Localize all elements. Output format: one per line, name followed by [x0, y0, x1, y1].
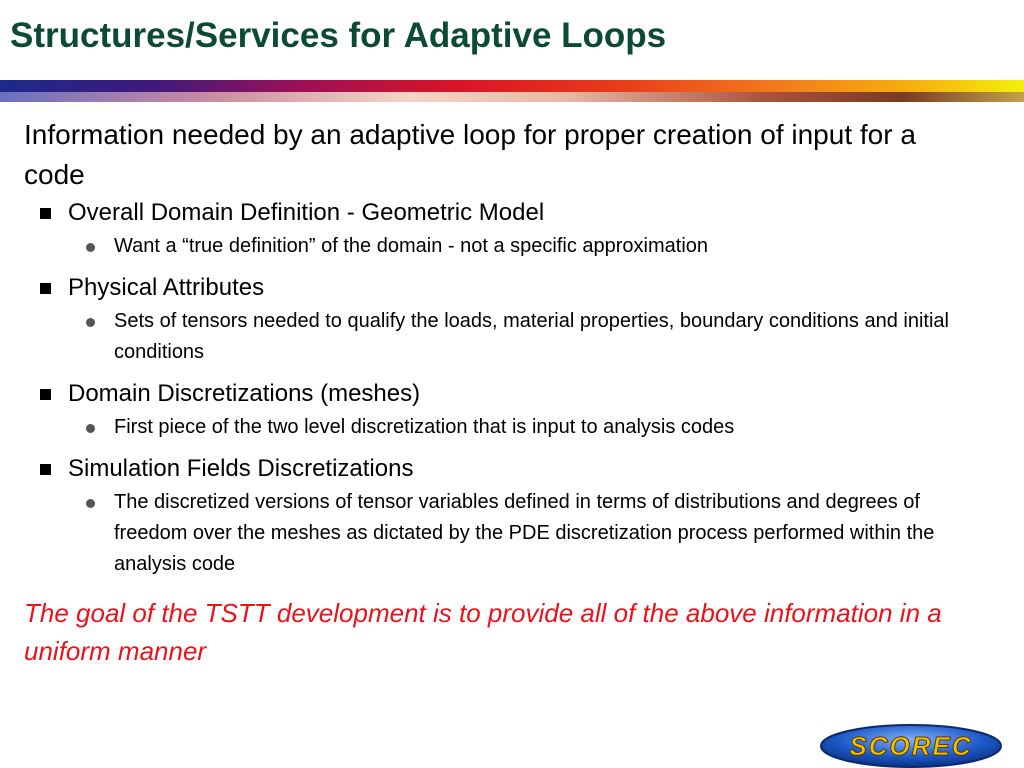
sub-bullet-item — [84, 231, 974, 262]
bullet-text: Domain Discretizations (meshes) — [68, 380, 421, 407]
sub-bullet-item — [84, 412, 974, 443]
slide-title: Structures/Services for Adaptive Loops — [10, 16, 667, 55]
square-bullet-icon — [40, 389, 51, 400]
bullet-list — [38, 198, 998, 580]
bullet-text: Overall Domain Definition - Geometric Model — [68, 199, 545, 226]
sub-bullet-text: First piece of the two level discretization that is input to analysis codes — [114, 416, 735, 438]
square-bullet-icon — [40, 208, 51, 219]
bullet-item — [38, 379, 998, 409]
sub-bullet-text: Want a “true definition” of the domain - not a specific approximation — [114, 235, 709, 257]
bullet-item — [38, 273, 998, 303]
scorec-logo — [818, 720, 1004, 768]
bullet-text: Simulation Fields Discretizations — [68, 455, 414, 482]
sub-bullet-text: Sets of tensors needed to qualify the loads, material properties, boundary conditions and initial conditions — [114, 310, 949, 363]
bullet-text: Physical Attributes — [68, 274, 265, 301]
round-bullet-icon — [86, 243, 95, 252]
square-bullet-icon — [40, 464, 51, 475]
title-gradient-bar — [0, 80, 1024, 102]
bullet-item — [38, 198, 998, 228]
round-bullet-icon — [86, 318, 95, 327]
round-bullet-icon — [86, 424, 95, 433]
sub-bullet-text: The discretized versions of tensor variables defined in terms of distributions and degrees of freedom over the meshes as dictated by the PDE discretization process performed within the analysis code — [114, 491, 935, 575]
logo-text: SCOREC — [849, 731, 973, 761]
bullet-item — [38, 454, 998, 484]
intro-text: Information needed by an adaptive loop for proper creation of input for a code — [24, 119, 916, 190]
conclusion-text: The goal of the TSTT development is to provide all of the above information in a uniform manner — [24, 598, 942, 666]
square-bullet-icon — [40, 283, 51, 294]
round-bullet-icon — [86, 499, 95, 508]
sub-bullet-item — [84, 487, 974, 580]
sub-bullet-item — [84, 306, 974, 368]
